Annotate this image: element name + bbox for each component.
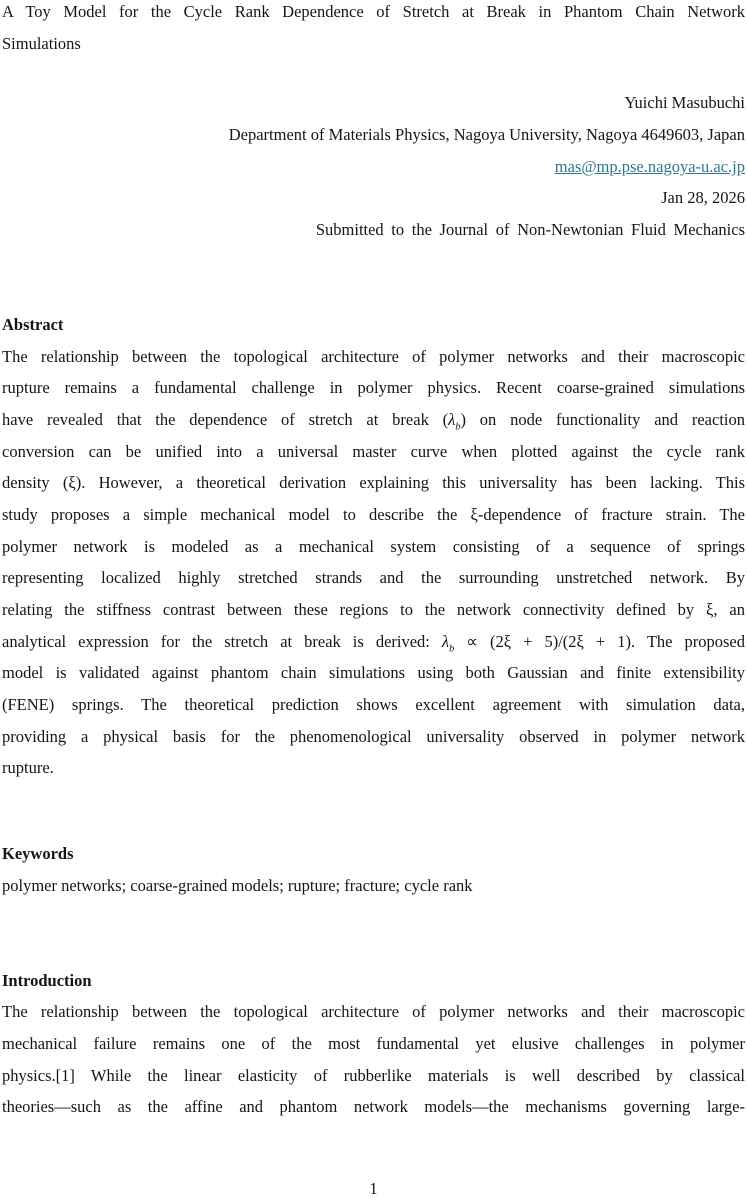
abstract-line: model is validated against phantom chain simulations using both Gaussian and finite extensibility [2, 663, 745, 683]
abstract-line: polymer network is modeled as a mechanical system consisting of a sequence of springs [2, 536, 745, 556]
submitted-to: Submitted to the Journal of Non-Newtonian Fluid Mechanics [315, 220, 745, 240]
intro-line: theories—such as the affine and phantom network models—the mechanisms governing large- [2, 1097, 745, 1117]
abstract-line: conversion can be unified into a universal master curve when plotted against the cycle rank [2, 441, 745, 461]
abstract-line-10-pre: analytical expression for the stretch at break is derived: [2, 631, 442, 651]
abstract-line: The relationship between the topological architecture of polymer networks and their macroscopic [2, 346, 745, 366]
keywords-text: polymer networks; coarse-grained models; rupture; fracture; cycle rank [2, 875, 473, 895]
title-line-1: A Toy Model for the Cycle Rank Dependence of Stretch at Break in Phantom Chain Network [2, 2, 745, 21]
abstract-line: relating the stiffness contrast between these regions to the network connectivity defined by ξ, an [2, 600, 745, 619]
keywords-section [0, 838, 747, 901]
page-number: 1 [369, 1179, 378, 1198]
lambda-b-symbol [448, 409, 461, 433]
abstract-line-10-post: . The proposed [630, 631, 745, 651]
abstract-line [0, 404, 747, 436]
intro-line: The relationship between the topological architecture of polymer networks and their macroscopic [2, 1002, 745, 1022]
introduction-section [0, 965, 747, 1123]
lambda-glyph: λ [441, 631, 450, 651]
keywords-heading: Keywords [2, 844, 74, 864]
email-line [0, 151, 747, 183]
abstract-line: representing localized highly stretched strands and the surrounding unstretched network. By [2, 568, 745, 588]
intro-line: mechanical failure remains one of the most fundamental yet elusive challenges in polymer [2, 1033, 745, 1053]
lambda-subscript: b [455, 421, 461, 433]
abstract-line: density (ξ). However, a theoretical derivation explaining this universality has been lacking. This [2, 473, 745, 493]
email-link[interactable]: mas@mp.pse.nagoya-u.ac.jp [554, 156, 745, 176]
abstract-line [0, 626, 747, 658]
abstract-heading: Abstract [2, 314, 64, 334]
title-line-2: Simulations [2, 33, 81, 53]
abstract-section [0, 309, 747, 784]
abstract-line: (FENE) springs. The theoretical prediction shows excellent agreement with simulation data, [2, 695, 745, 715]
affiliation: Department of Materials Physics, Nagoya University, Nagoya 4649603, Japan [228, 125, 745, 145]
author-block [0, 87, 747, 245]
abstract-line: providing a physical basis for the phenomenological universality observed in polymer network [2, 726, 745, 746]
abstract-line: rupture remains a fundamental challenge in polymer physics. Recent coarse-grained simulations [2, 378, 745, 398]
abstract-line: study proposes a simple mechanical model to describe the ξ-dependence of fracture strain. The [2, 504, 745, 524]
lambda-b-symbol [441, 631, 455, 654]
introduction-heading: Introduction [2, 970, 92, 990]
submission-date: Jan 28, 2026 [661, 188, 745, 208]
abstract-line-3-pre: have revealed that the dependence of stretch at break ( [2, 409, 449, 429]
page-title [0, 0, 747, 59]
intro-line: physics.[1] While the linear elasticity of rubberlike materials is well described by classical [2, 1065, 745, 1085]
author-name: Yuichi Masubuchi [624, 93, 745, 113]
lambda-glyph: λ [448, 409, 456, 429]
lambda-subscript: b [449, 642, 455, 654]
abstract-line-3-post: ) on node functionality and reaction [460, 409, 745, 429]
abstract-line: rupture. [2, 758, 54, 778]
stretch-at-break-formula: ∝ (2ξ + 5)/(2ξ + 1) [454, 631, 631, 651]
